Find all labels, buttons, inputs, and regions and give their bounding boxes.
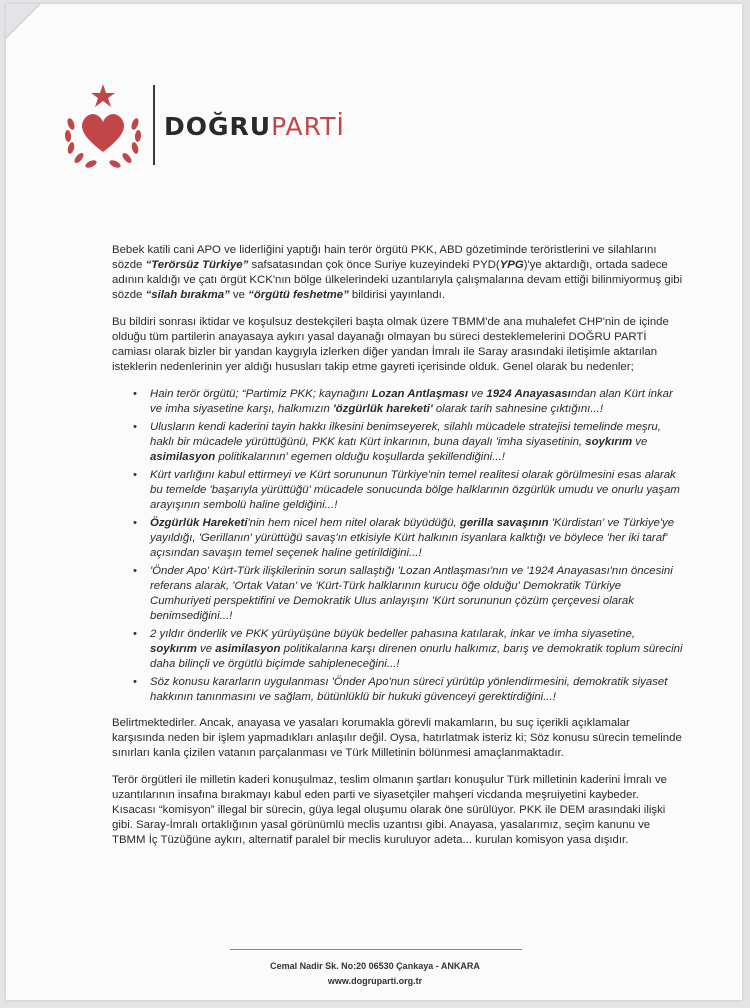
list-item: • Söz konusu kararların uygulanması 'Önder Apo'nun süreci yürütüp yönlendirmesini, demokratik siyaset hakkının tanınmasını ve sağlam, bütünlüklü bir hukuki güvenceyi gerektirdiğini...! [150, 675, 684, 705]
footer-divider [230, 949, 522, 950]
reasons-list [112, 387, 684, 705]
paragraph-conclusion: Terör örgütleri ile milletin kaderi konuşulmaz, teslim olmanın şartları konuşulur Türk milletinin kaderini İmralı ve uzantılarının insafına bırakmayı kabul eden parti ve siyasetçiler mahşeri vicdanda meşruiyetini kaybeder. Kısacası “komisyon” illegal bir sürecin, güya legal oluşumu olarak öne sürülüyor. PKK ile DEM arasındaki ilişki gibi. Saray-İmralı ortaklığının yasal görünümlü meclis uzantısı gibi. Anayasa, yasalarımız, seçim kanunu ve TBMM İç Tüzüğüne aykırı, alternatif paralel bir meclis kuruluyor adeta... kurulan komisyon yasa dışıdır. [112, 774, 667, 846]
logo-divider [153, 85, 155, 165]
list-item: • 'Önder Apo' Kürt-Türk ilişkilerinin sorun sallaştığı 'Lozan Antlaşması'nın ve '1924 Anayasası'nın öncesini referans alarak, 'Ortak Vatan' ve 'Kürt-Türk halklarının kurucu öğe olduğu' Demokratik Türkiye Cumhuriyeti perspektifini ve Demokratik Ulus anlayışını 'Kürt sorununun çözüm çerçevesi olarak benimsediğini...! [150, 564, 684, 624]
list-item: • Hain terör örgütü; “Partimiz PKK; kaynağını Lozan Antlaşması ve 1924 Anayasasından alan Kürt inkar ve imha siyasetine karşı, halkımızın 'özgürlük hareketi' olarak tarih sahnesine çıktığını...! [150, 387, 684, 417]
list-item: • 2 yıldır önderlik ve PKK yürüyüşüne büyük bedeller pahasına katılarak, inkar ve imha siyasetine, soykırım ve asimilasyon politikalarına karşı direnen onurlu halkımız, barış ve demokratik toplum sürecini daha bilinçli ve örgütlü biçimde sahipleneceğini...! [150, 627, 684, 672]
logo-word-bold: DOĞRU [164, 112, 272, 141]
list-item: • Ulusların kendi kaderini tayin hakkı ilkesini benimseyerek, silahlı mücadele stratejisi temelinde meşru, haklı bir mücadele yürüttüğünü, PKK katı Kürt inkarının, buna dayalı 'imha siyasetinin, soykırım ve asimilasyon politikalarının' egemen olduğu koşullarda şekillendiğini...! [150, 420, 684, 465]
paragraph-statement: Belirtmektedirler. Ancak, anayasa ve yasaları korumakla görevli makamların, bu suç içerikli açıklamalar karşısında neden bir işlem yapmadıkları anlaşılır değil. Oysa, hatırlatmak isteriz ki; Söz konusu sürecin temelinde sınırları kanla çizilen vatanın parçalanması ve Türk Milletinin bölünmesi amaçlanmaktadır. [112, 717, 682, 759]
list-item: • Özgürlük Hareketi'nin hem nicel hem nitel olarak büyüdüğü, gerilla savaşının 'Kürdistan' ve Türkiye'ye yayıldığı, 'Gerillanın' yürüttüğü savaş'ın etkisiyle Kürt halkının isyanlara kalktığı ve böylece 'her iki taraf' açısından savaşın temel seçenek haline getirildiğini...! [150, 516, 684, 561]
footer-address: Cemal Nadir Sk. No:20 06530 Çankaya - ANKARA [270, 961, 480, 971]
footer-website: www.dogruparti.org.tr [327, 976, 423, 986]
paragraph-intro: Bebek katili cani APO ve liderliğini yaptığı hain terör örgütü PKK, ABD gözetiminde teröristlerini ve silahlarını sözde “Terörsüz Türkiye” safsatasından çok önce Suriye kuzeyindeki PYD(YPG)'ye aktardığı, ortada sadece adının kaldığı ve çatı örgüt KCK'nın bölge ülkelerindeki uzantılarıyla çalışmalarına devam ettiği bilinmiyormuş gibi sözde “silah bırakma” ve “örgütü feshetme” bildirisi yayınlandı. [112, 244, 683, 301]
letter-body [112, 243, 684, 860]
party-logo [58, 82, 358, 172]
page-corner-fold [6, 4, 46, 44]
logo-wordmark [164, 112, 345, 141]
paragraph-reasons-intro: Bu bildiri sonrası iktidar ve koşulsuz destekçileri başta olmak üzere TBMM'de ana muhalefet CHP'nin de içinde olduğu tüm partilerin anayasaya aykırı yasal dayanağı olmayan bu süreci desteklemelerini DOĞRU PARTİ camiası olarak bizler bir yandan kaygıyla izlerken diğer yandan İmralı ile Saray arasındaki iletişimle aktarılan isteklerin nedenlerinin yer aldığı hususları takip etme gayreti içerisinde olduk. Genel olarak bu nedenler; [112, 316, 669, 373]
heart-laurel-star-emblem-icon [58, 82, 148, 172]
list-item: • Kürt varlığını kabul ettirmeyi ve Kürt sorununun Türkiye'nin temel realitesi olarak görülmesini esas alarak bu temelde 'başarıyla yürüttüğü' mücadele sonucunda bölge halklarının özgürlük umudu ve onurlu yaşam arayışının sembolü haline geldiğini...! [150, 468, 684, 513]
logo-word-light: PARTİ [271, 112, 345, 141]
